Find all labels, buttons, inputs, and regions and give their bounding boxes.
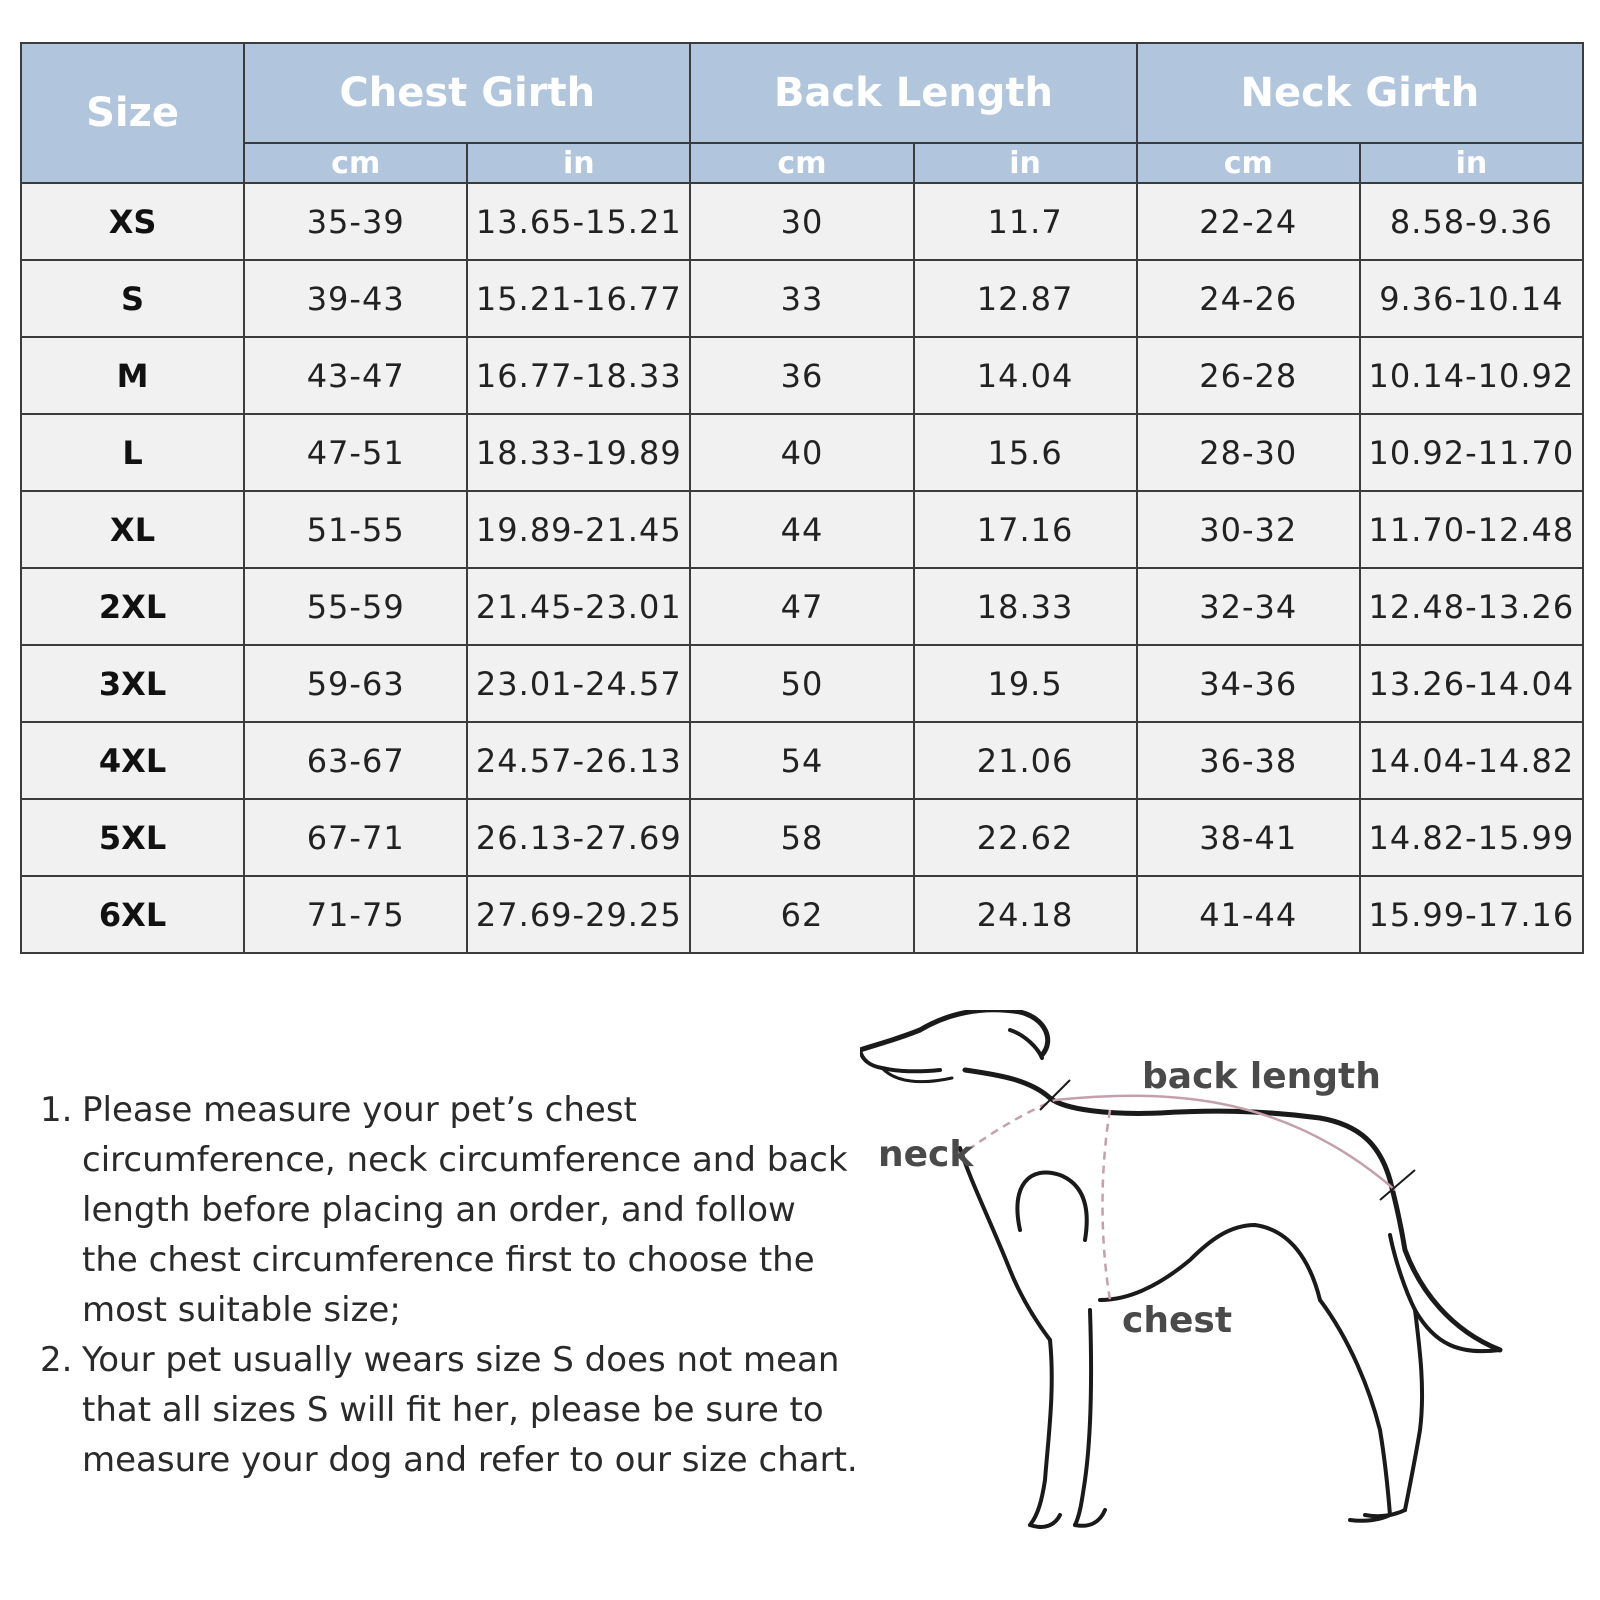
- neck-label: neck: [878, 1134, 974, 1175]
- header-chest-girth: Chest Girth: [244, 43, 690, 143]
- unit-neck-in: in: [1360, 143, 1583, 183]
- chest-in-cell: 26.13-27.69: [467, 799, 690, 876]
- back-in-cell: 14.04: [914, 337, 1137, 414]
- table-row: [21, 337, 1583, 414]
- chest-cm-cell: 63-67: [244, 722, 467, 799]
- chest-cm-cell: 67-71: [244, 799, 467, 876]
- unit-neck-cm: cm: [1137, 143, 1360, 183]
- table-row: [21, 414, 1583, 491]
- chest-cm-cell: 59-63: [244, 645, 467, 722]
- unit-chest-in: in: [467, 143, 690, 183]
- back-in-cell: 15.6: [914, 414, 1137, 491]
- neck-cm-cell: 36-38: [1137, 722, 1360, 799]
- chest-label: chest: [1122, 1300, 1233, 1341]
- neck-in-cell: 11.70-12.48: [1360, 491, 1583, 568]
- size-label: M: [21, 337, 244, 414]
- note-text: Please measure your pet’s chest circumference, neck circumference and back length before placing an order, and follow the chest circumference first to choose the most suitable size;: [82, 1090, 848, 1330]
- size-label: 6XL: [21, 876, 244, 953]
- chest-in-cell: 27.69-29.25: [467, 876, 690, 953]
- neck-cm-cell: 24-26: [1137, 260, 1360, 337]
- chest-cm-cell: 51-55: [244, 491, 467, 568]
- back-in-cell: 18.33: [914, 568, 1137, 645]
- chest-measure-line: [1103, 1110, 1111, 1300]
- size-label: 3XL: [21, 645, 244, 722]
- size-label: 2XL: [21, 568, 244, 645]
- chest-cm-cell: 47-51: [244, 414, 467, 491]
- back-in-cell: 24.18: [914, 876, 1137, 953]
- unit-back-cm: cm: [690, 143, 913, 183]
- size-label: XL: [21, 491, 244, 568]
- back-length-label: back length: [1142, 1056, 1381, 1097]
- unit-back-in: in: [914, 143, 1137, 183]
- neck-in-cell: 12.48-13.26: [1360, 568, 1583, 645]
- back-in-cell: 22.62: [914, 799, 1137, 876]
- note-item: [40, 1085, 860, 1335]
- neck-in-cell: 10.92-11.70: [1360, 414, 1583, 491]
- chest-in-cell: 18.33-19.89: [467, 414, 690, 491]
- neck-cm-cell: 22-24: [1137, 183, 1360, 260]
- neck-cm-cell: 28-30: [1137, 414, 1360, 491]
- chest-in-cell: 13.65-15.21: [467, 183, 690, 260]
- table-row: [21, 876, 1583, 953]
- header-size: Size: [21, 43, 244, 183]
- size-label: 5XL: [21, 799, 244, 876]
- neck-in-cell: 15.99-17.16: [1360, 876, 1583, 953]
- chest-in-cell: 21.45-23.01: [467, 568, 690, 645]
- table-row: [21, 799, 1583, 876]
- neck-cm-cell: 30-32: [1137, 491, 1360, 568]
- neck-cm-cell: 41-44: [1137, 876, 1360, 953]
- neck-cm-cell: 32-34: [1137, 568, 1360, 645]
- back-cm-cell: 58: [690, 799, 913, 876]
- back-cm-cell: 30: [690, 183, 913, 260]
- back-cm-cell: 40: [690, 414, 913, 491]
- chest-in-cell: 23.01-24.57: [467, 645, 690, 722]
- size-label: 4XL: [21, 722, 244, 799]
- neck-in-cell: 10.14-10.92: [1360, 337, 1583, 414]
- back-cm-cell: 50: [690, 645, 913, 722]
- chest-in-cell: 16.77-18.33: [467, 337, 690, 414]
- measurement-notes: [40, 1085, 860, 1485]
- neck-cm-cell: 26-28: [1137, 337, 1360, 414]
- chest-in-cell: 15.21-16.77: [467, 260, 690, 337]
- neck-in-cell: 14.82-15.99: [1360, 799, 1583, 876]
- back-in-cell: 11.7: [914, 183, 1137, 260]
- measure-lines: [968, 1096, 1395, 1300]
- table-row: [21, 491, 1583, 568]
- size-label: S: [21, 260, 244, 337]
- back-cm-cell: 62: [690, 876, 913, 953]
- chest-in-cell: 24.57-26.13: [467, 722, 690, 799]
- note-number: 1.: [40, 1090, 73, 1130]
- chest-cm-cell: 43-47: [244, 337, 467, 414]
- table-row: [21, 568, 1583, 645]
- back-cm-cell: 54: [690, 722, 913, 799]
- header-neck-girth: Neck Girth: [1137, 43, 1583, 143]
- unit-chest-cm: cm: [244, 143, 467, 183]
- back-in-cell: 21.06: [914, 722, 1137, 799]
- neck-in-cell: 14.04-14.82: [1360, 722, 1583, 799]
- size-label: XS: [21, 183, 244, 260]
- neck-cm-cell: 38-41: [1137, 799, 1360, 876]
- back-cm-cell: 44: [690, 491, 913, 568]
- size-label: L: [21, 414, 244, 491]
- table-row: [21, 645, 1583, 722]
- table-row: [21, 183, 1583, 260]
- header-back-length: Back Length: [690, 43, 1136, 143]
- neck-in-cell: 8.58-9.36: [1360, 183, 1583, 260]
- size-chart-table: [20, 42, 1584, 954]
- neck-in-cell: 13.26-14.04: [1360, 645, 1583, 722]
- chest-cm-cell: 55-59: [244, 568, 467, 645]
- neck-cm-cell: 34-36: [1137, 645, 1360, 722]
- back-in-cell: 17.16: [914, 491, 1137, 568]
- back-cm-cell: 36: [690, 337, 913, 414]
- chest-in-cell: 19.89-21.45: [467, 491, 690, 568]
- chest-cm-cell: 39-43: [244, 260, 467, 337]
- neck-in-cell: 9.36-10.14: [1360, 260, 1583, 337]
- back-in-cell: 19.5: [914, 645, 1137, 722]
- back-in-cell: 12.87: [914, 260, 1137, 337]
- note-text: Your pet usually wears size S does not mean that all sizes S will fit her, please be sure to measure your dog and refer to our size chart.: [82, 1340, 858, 1480]
- note-number: 2.: [40, 1340, 73, 1380]
- back-cm-cell: 47: [690, 568, 913, 645]
- chest-cm-cell: 35-39: [244, 183, 467, 260]
- dog-measurement-diagram: [860, 1010, 1560, 1590]
- table-row: [21, 260, 1583, 337]
- back-cm-cell: 33: [690, 260, 913, 337]
- chest-cm-cell: 71-75: [244, 876, 467, 953]
- note-item: [40, 1335, 860, 1485]
- size-chart-body: [21, 183, 1583, 953]
- table-row: [21, 722, 1583, 799]
